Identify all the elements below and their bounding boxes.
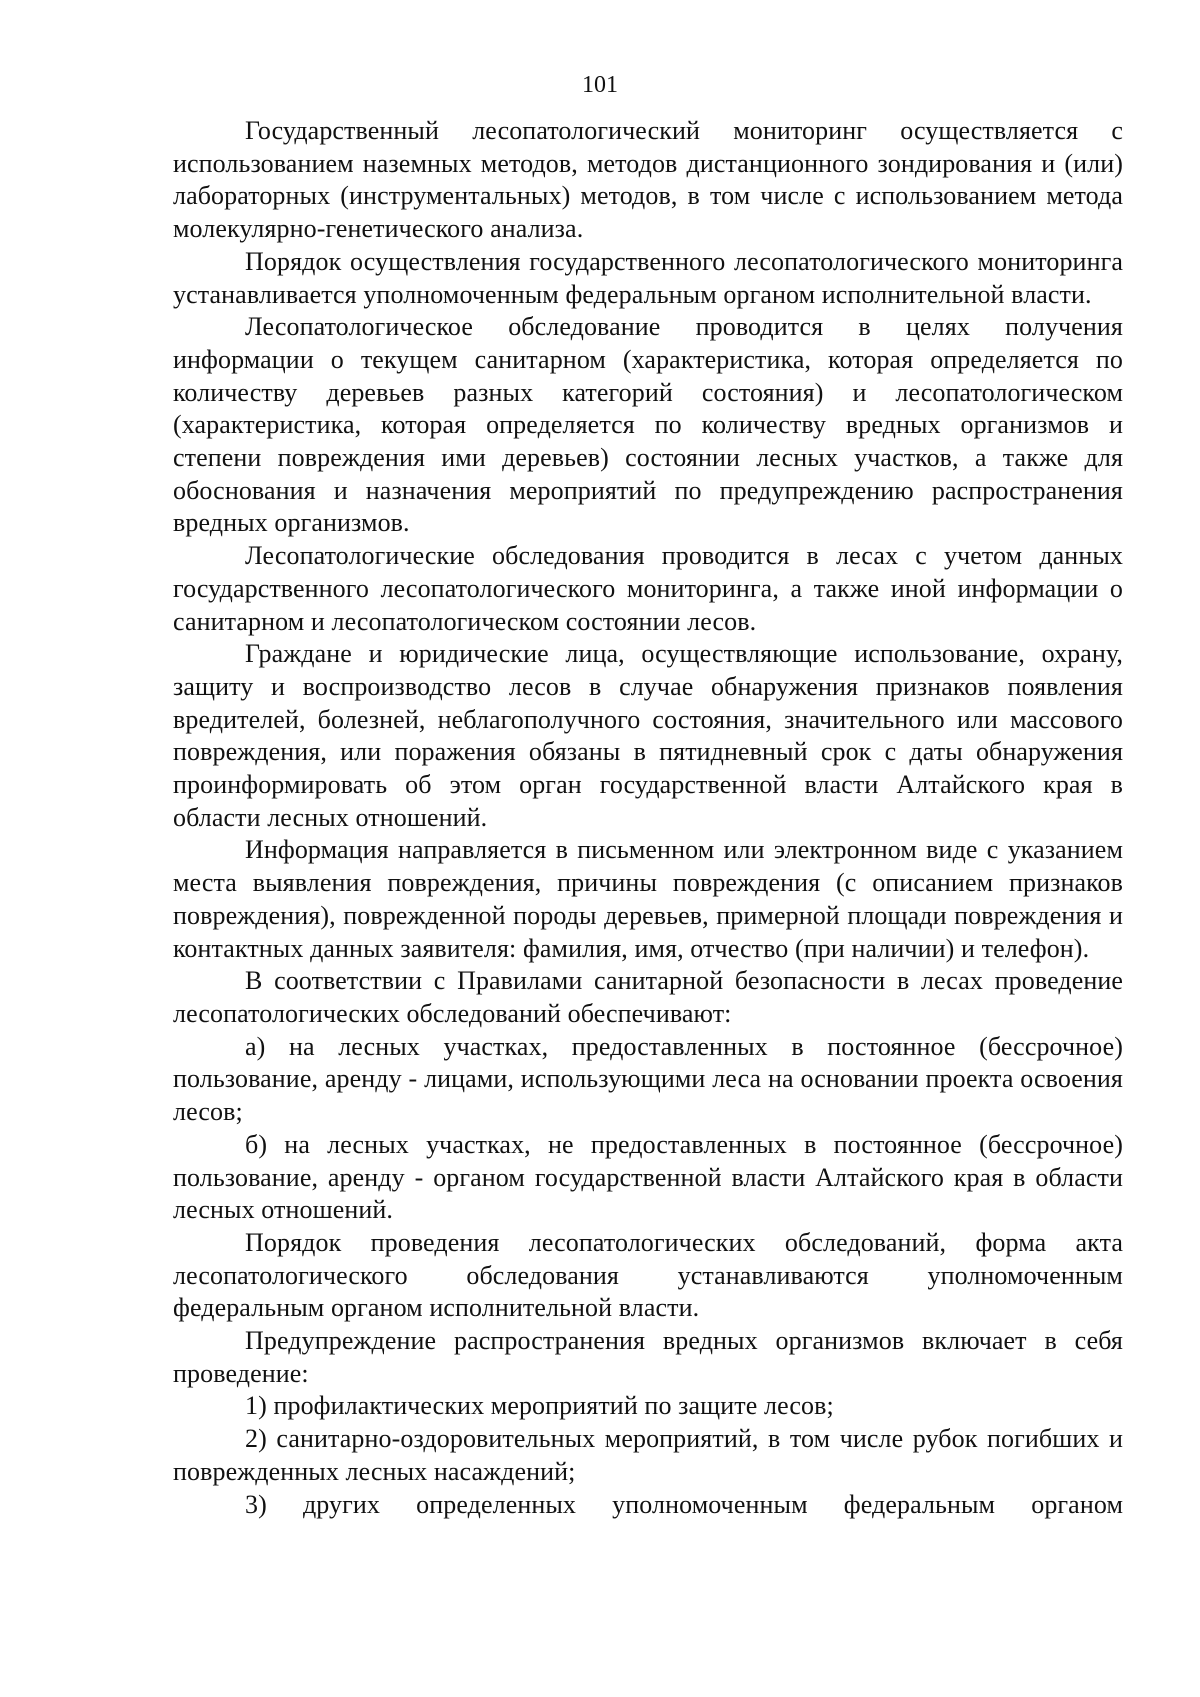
paragraph-monitoring-procedure: Порядок осуществления государственного лесопатологического мониторинга устанавливается уполномоченным федеральным органом исполнительной власти. — [173, 246, 1123, 309]
list-item-a: а) на лесных участках, предоставленных в постоянное (бессрочное) пользование, аренду - лицами, использующими леса на основании проекта освоения лесов; — [173, 1031, 1123, 1127]
paragraph-sanitary-rules: В соответствии с Правилами санитарной безопасности в лесах проведение лесопатологических обследований обеспечивают: — [173, 966, 1123, 1028]
list-item-3: 3) других определенных уполномоченным федеральным органом — [245, 1489, 1123, 1519]
paragraph-survey-purpose: Лесопатологическое обследование проводится в целях получения информации о текущем санитарном (характеристика, которая определяется по количеству деревьев разных категорий состояния) и лесопатологическом (характеристика, которая определяется по количеству вредных организмов и степени повреждения ими деревьев) состоянии лесных участков, а также для обоснования и назначения мероприятий по предупреждению распространения вредных организмов. — [173, 312, 1123, 538]
paragraph-survey-form: Порядок проведения лесопатологических обследований, форма акта лесопатологического обследования устанавливаются уполномоченным федеральным органом исполнительной власти. — [173, 1227, 1123, 1323]
paragraph-prevention-intro: Предупреждение распространения вредных организмов включает в себя проведение: — [173, 1326, 1123, 1388]
list-item-2: 2) санитарно-оздоровительных мероприятий, в том числе рубок погибших и поврежденных лесных насаждений; — [173, 1424, 1123, 1486]
paragraph-monitoring-methods: Государственный лесопатологический мониторинг осуществляется с использованием наземных методов, методов дистанционного зондирования и (или) лабораторных (инструментальных) методов, в том числе с использованием метода молекулярно-генетического анализа. — [173, 116, 1123, 244]
list-item-b: б) на лесных участках, не предоставленных в постоянное (бессрочное) пользование, аренду - органом государственной власти Алтайского края в области лесных отношений. — [173, 1129, 1123, 1225]
page-number: 101 — [582, 72, 618, 98]
paragraph-survey-conditions: Лесопатологические обследования проводится в лесах с учетом данных государственного лесопатологического мониторинга, а также иной информации о санитарном и лесопатологическом состоянии лесов. — [173, 541, 1123, 636]
document-body — [173, 115, 1123, 1521]
paragraph-information-format: Информация направляется в письменном или электронном виде с указанием места выявления повреждения, причины повреждения (с описанием признаков повреждения), поврежденной породы деревьев, примерной площади повреждения и контактных данных заявителя: фамилия, имя, отчество (при наличии) и телефон). — [173, 835, 1123, 963]
paragraph-citizen-obligations: Граждане и юридические лица, осуществляющие использование, охрану, защиту и воспроизводство лесов в случае обнаружения признаков появления вредителей, болезней, неблагополучного состояния, значительного или массового повреждения, или поражения обязаны в пятидневный срок с даты обнаружения проинформировать об этом орган государственной власти Алтайского края в области лесных отношений. — [173, 639, 1123, 832]
list-item-1: 1) профилактических мероприятий по защите лесов; — [245, 1391, 834, 1421]
